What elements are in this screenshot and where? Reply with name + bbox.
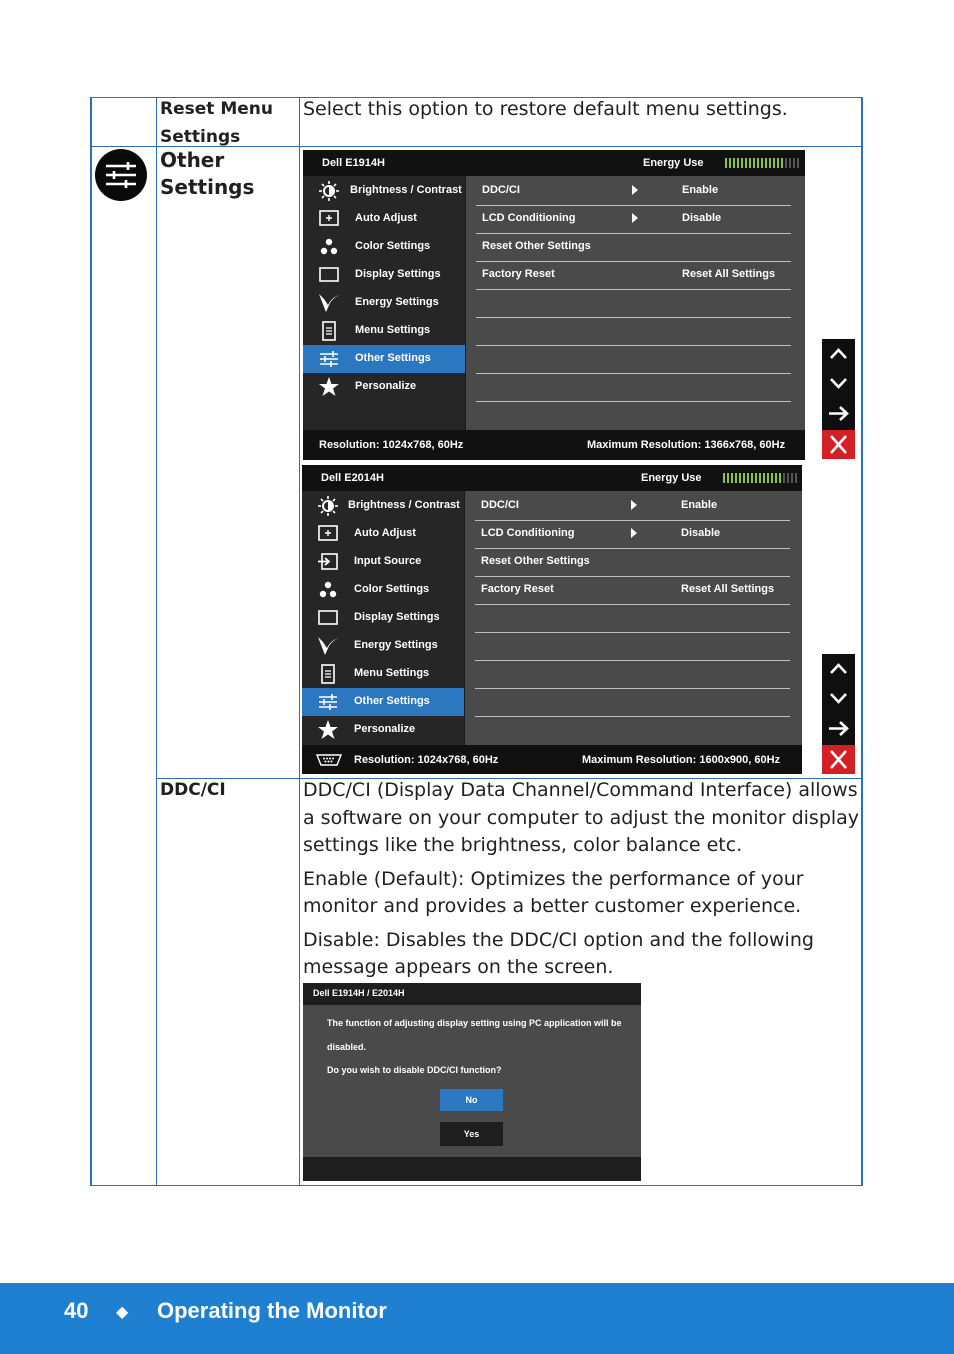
page-footer [0,1283,954,1354]
menu-item-brightness[interactable] [302,492,464,520]
enter-button[interactable] [822,714,855,743]
other-settings-label-line1: Other [160,148,225,172]
menu-label: Brightness / Contrast [348,499,460,511]
osd-e1914h [303,150,805,460]
no-button-label: No [465,1095,478,1105]
menu-item-auto-adjust[interactable] [303,205,465,233]
osd-nav-buttons [822,654,855,774]
ddcci-para2-line1: Enable (Default): Optimizes the performance of your [303,868,804,890]
ddcci-para1-line2: a software on your computer to adjust the monitor display [303,807,860,829]
option-row-ddcci[interactable] [476,177,791,206]
option-row-factory-reset[interactable] [475,576,790,605]
menu-item-personalize[interactable] [302,716,464,744]
current-resolution: Resolution: 1024x768, 60Hz [354,754,499,766]
osd-options-panel [466,176,805,430]
option-row-ddcci[interactable] [475,492,790,521]
other-settings-label-line2: Settings [160,175,255,199]
ddcci-disable-dialog [303,983,641,1181]
table-divider-2 [299,97,300,1186]
dialog-title: Dell E1914H / E2014H [313,988,405,998]
ddcci-para3-line2: message appears on the screen. [303,956,614,978]
energy-use-label: Energy Use [641,472,702,484]
menu-item-color-settings[interactable] [303,233,465,261]
menu-settings-icon [318,321,340,341]
menu-item-personalize[interactable] [303,373,465,401]
dialog-message-line2: disabled. [327,1042,367,1052]
arrow-right-icon [822,714,855,743]
reset-menu-label-line1: Reset Menu [160,99,273,119]
ddcci-para1-line3: settings like the brightness, color balance etc. [303,834,743,856]
arrow-right-icon [632,185,638,195]
menu-item-color-settings[interactable] [302,576,464,604]
menu-label: Personalize [354,723,416,735]
option-value: Reset All Settings [681,583,775,595]
menu-item-display-settings[interactable] [303,261,465,289]
exit-button[interactable] [822,430,855,459]
option-value: Reset All Settings [682,268,776,280]
dialog-footer [303,1157,641,1181]
menu-item-energy-settings[interactable] [303,289,465,317]
up-button[interactable] [822,654,855,683]
option-row-empty [476,373,791,402]
osd-e2014h [302,465,802,774]
menu-settings-icon [317,664,339,684]
exit-button[interactable] [822,745,855,774]
option-row-lcd-conditioning[interactable] [475,520,790,549]
dialog-header [303,983,641,1005]
down-button[interactable] [822,684,855,713]
auto-adjust-icon [317,524,339,544]
option-name: Reset Other Settings [481,555,590,567]
osd-nav-buttons [822,339,855,459]
osd-options-panel [465,491,802,745]
table-border-left [90,97,92,1186]
menu-label: Energy Settings [355,296,439,308]
menu-label: Auto Adjust [354,527,416,539]
brightness-icon [318,181,340,201]
option-name: DDC/CI [482,184,520,196]
option-name: Factory Reset [481,583,554,595]
menu-label: Display Settings [354,611,440,623]
star-icon [318,377,340,397]
table-border-right [861,97,863,1186]
option-row-empty [475,604,790,633]
ddcci-para2-line2: monitor and provides a better customer experience. [303,895,802,917]
menu-item-menu-settings[interactable] [302,660,464,688]
option-name: Reset Other Settings [482,240,591,252]
display-settings-icon [318,265,340,285]
arrow-right-icon [631,528,637,538]
max-resolution: Maximum Resolution: 1600x900, 60Hz [582,754,781,766]
osd-model: Dell E1914H [322,157,385,169]
osd-header [302,465,802,491]
color-settings-icon [318,237,340,257]
menu-label: Color Settings [354,583,430,595]
down-button[interactable] [822,369,855,398]
option-row-empty [476,317,791,346]
menu-label: Other Settings [354,695,430,707]
osd-header [303,150,805,176]
reset-menu-label-line2: Settings [160,127,241,147]
menu-item-menu-settings[interactable] [303,317,465,345]
page-number: 40 [64,1298,89,1323]
menu-label: Menu Settings [354,667,430,679]
brightness-icon [317,496,339,516]
other-settings-icon [318,349,340,369]
table-divider-1 [156,97,157,1186]
menu-label: Auto Adjust [355,212,417,224]
option-row-empty [476,345,791,374]
option-value: Enable [681,499,718,511]
chevron-up-icon [822,654,855,683]
osd-footer [302,745,802,774]
other-settings-icon [95,149,147,201]
reset-menu-description: Select this option to restore default menu settings. [303,98,788,120]
osd-footer [303,430,805,460]
osd-menu-panel [303,176,465,430]
menu-label: Energy Settings [354,639,438,651]
chevron-down-icon [822,684,855,713]
yes-button-label: Yes [463,1129,480,1139]
arrow-right-icon [632,213,638,223]
menu-label: Input Source [354,555,422,567]
menu-item-brightness[interactable] [303,177,465,205]
menu-label: Menu Settings [355,324,431,336]
osd-model: Dell E2014H [321,472,384,484]
option-value: Disable [681,527,721,539]
up-button[interactable] [822,339,855,368]
table-border-bottom [90,1185,863,1186]
menu-label: Other Settings [355,352,431,364]
no-button[interactable] [440,1089,503,1111]
menu-item-display-settings[interactable] [302,604,464,632]
ddcci-para1-line1: DDC/CI (Display Data Channel/Command Interface) allows [303,779,858,801]
ddcci-para3-line1: Disable: Disables the DDC/CI option and the following [303,929,814,951]
option-row-empty [475,632,790,661]
option-name: LCD Conditioning [481,527,575,539]
close-icon [822,745,855,774]
menu-label: Personalize [355,380,417,392]
close-icon [822,430,855,459]
option-row-lcd-conditioning[interactable] [476,205,791,234]
energy-meter [725,158,801,168]
menu-item-input-source[interactable] [302,548,464,576]
option-row-empty [475,688,790,717]
section-title: Operating the Monitor [157,1298,387,1323]
current-resolution: Resolution: 1024x768, 60Hz [319,439,464,451]
chevron-up-icon [822,339,855,368]
menu-label: Color Settings [355,240,431,252]
menu-item-other-settings[interactable] [302,688,464,716]
option-row-empty [476,289,791,318]
star-icon [317,720,339,740]
arrow-right-icon [631,500,637,510]
energy-use-label: Energy Use [643,157,704,169]
option-row-reset-other[interactable] [475,548,790,577]
option-value: Disable [682,212,722,224]
energy-leaf-icon [317,636,339,656]
option-name: Factory Reset [482,268,555,280]
energy-meter [723,473,799,483]
option-row-empty [475,660,790,689]
footer-separator: ◆ [116,1302,129,1321]
option-value: Enable [682,184,719,196]
vga-connector-icon [316,754,342,766]
menu-item-other-settings[interactable] [303,345,465,373]
arrow-right-icon [822,399,855,428]
menu-label: Brightness / Contrast [350,184,462,196]
option-name: DDC/CI [481,499,519,511]
auto-adjust-icon [318,209,340,229]
input-source-icon [317,552,339,572]
option-name: LCD Conditioning [482,212,576,224]
display-settings-icon [317,608,339,628]
menu-item-auto-adjust[interactable] [302,520,464,548]
dialog-message-line1: The function of adjusting display setting using PC application will be [327,1018,622,1028]
ddcci-label: DDC/CI [160,780,226,800]
option-row-reset-other[interactable] [476,233,791,262]
chevron-down-icon [822,369,855,398]
menu-label: Display Settings [355,268,441,280]
energy-leaf-icon [318,293,340,313]
menu-item-energy-settings[interactable] [302,632,464,660]
color-settings-icon [317,580,339,600]
osd-menu-panel [302,491,464,745]
enter-button[interactable] [822,399,855,428]
max-resolution: Maximum Resolution: 1366x768, 60Hz [587,439,786,451]
other-settings-icon [317,692,339,712]
dialog-question: Do you wish to disable DDC/CI function? [327,1065,502,1075]
yes-button[interactable] [440,1122,503,1146]
option-row-factory-reset[interactable] [476,261,791,290]
